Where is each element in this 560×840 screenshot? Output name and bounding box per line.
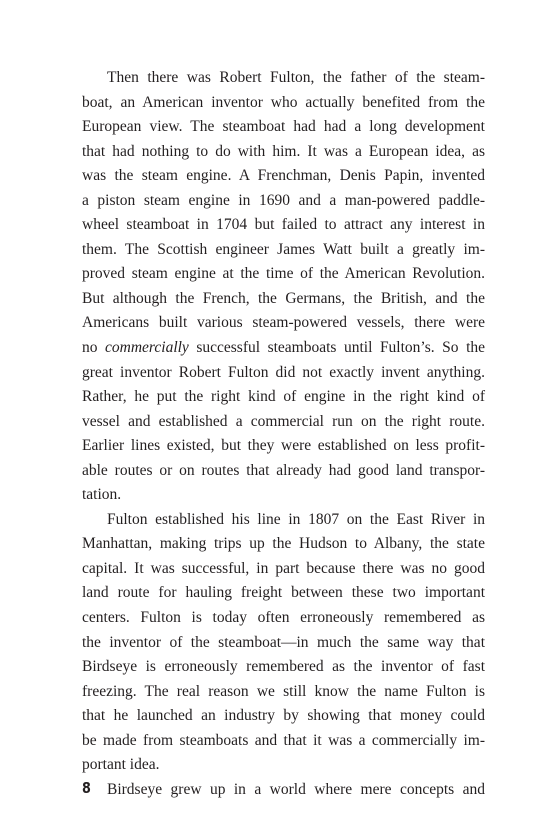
text-segment: successful steamboats until Fulton’s. So the: [188, 339, 485, 357]
text-line: But although the French, the Germans, the British, and the: [82, 289, 485, 307]
text-segment: no: [82, 339, 106, 357]
text-line: Birdseye grew up in a world where mere concepts and: [107, 780, 485, 798]
text-line: [82, 336, 485, 361]
text-line: freezing. The real reason we still know the name Fulton is: [82, 682, 485, 700]
text-line: vessel and established a commercial run on the right route.: [82, 412, 485, 430]
text-line: be made from steamboats and that it was a commercially im-: [82, 731, 485, 749]
text-line: Birdseye is erroneously remembered as the inventor of fast: [82, 658, 485, 676]
text-line: Then there was Robert Fulton, the father of the steam-: [107, 69, 485, 86]
emphasized-word: commercially: [105, 339, 189, 357]
text-line: European view. The steamboat had had a long development: [82, 118, 485, 136]
text-line: able routes or on routes that already had good land transpor-: [82, 461, 485, 479]
text-line: that had nothing to do with him. It was a European idea, as: [82, 142, 485, 160]
text-line: Earlier lines existed, but they were established on less profit-: [82, 437, 485, 455]
text-line: Manhattan, making trips up the Hudson to Albany, the state: [82, 535, 485, 553]
text-line: the inventor of the steamboat—in much the same way that: [82, 633, 485, 651]
body-text: [82, 66, 485, 802]
page-number: 8: [82, 779, 91, 797]
text-line: a piston steam engine in 1690 and a man-powered paddle-: [82, 191, 485, 209]
text-line: tation.: [82, 486, 122, 504]
text-line: wheel steamboat in 1704 but failed to attract any interest in: [82, 216, 485, 234]
text-line: portant idea.: [82, 756, 160, 774]
text-line: great inventor Robert Fulton did not exactly invent anything.: [82, 363, 485, 381]
text-line: Americans built various steam-powered vessels, there were: [82, 314, 485, 332]
text-line: land route for hauling freight between these two important: [82, 584, 485, 602]
text-line: boat, an American inventor who actually benefited from the: [82, 93, 485, 111]
text-line: proved steam engine at the time of the American Revolution.: [82, 265, 485, 283]
text-line: capital. It was successful, in part because there was no good: [82, 559, 485, 577]
text-line: that he launched an industry by showing that money could: [82, 707, 485, 725]
text-line: Rather, he put the right kind of engine in the right kind of: [82, 388, 485, 406]
text-line: centers. Fulton is today often erroneously remembered as: [82, 609, 485, 627]
text-line: was the steam engine. A Frenchman, Denis Papin, invented: [82, 167, 485, 185]
text-line: them. The Scottish engineer James Watt built a greatly im-: [82, 240, 485, 258]
text-line: Fulton established his line in 1807 on the East River in: [107, 510, 485, 528]
